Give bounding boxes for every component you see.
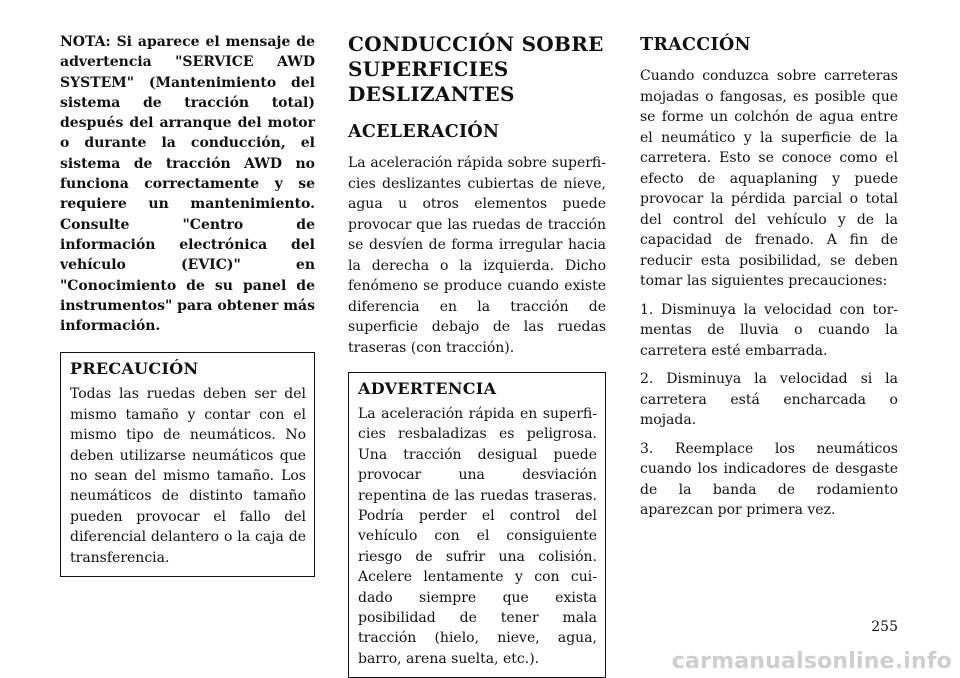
traction-heading: TRACCIÓN	[640, 35, 751, 55]
traction-step: 1. Disminuya la velocidad con tormentas de lluvia o cuando la carretera esté embarrada.	[640, 301, 898, 359]
traction-step: 3. Reemplace los neumáticos cuando los indicadores de desgaste de la banda de rodamiento aparezcan por primera vez.	[640, 440, 898, 518]
traction-step: 2. Disminuya la velocidad si la carretera está encharcada o mojada.	[640, 371, 898, 428]
traction-paragraph: Cuando conduzca sobre carreteras mojadas o fangosas, es posible que se forme un colchón de agua entre el neumático y la superficie de la carretera. Esto se conoce como el efecto de aquaplaning y puede provocar la pérdida parcial o total del control del vehículo y de la capacidad de frenado. A fin de reducir esta posibilidad, se deben tomar las siguientes precauciones:	[640, 68, 898, 289]
middle-column	[348, 32, 606, 678]
caution-box	[60, 352, 315, 577]
acceleration-paragraph: La aceleración rápida sobre superficies deslizantes cubiertas de nieve, agua u otros elementos puede provocar que las ruedas de tracción se desvíen de forma irregular hacia la derecha o la izquierda. Dicho fenómeno se produce cuando existe diferencia en la tracción de superficie debajo de las ruedas traseras (con tracción).	[348, 155, 606, 356]
warning-text: La aceleración rápida en superficies resbaladizas es peligrosa. Una tracción desigual puede provocar una desviación repentina de las ruedas traseras. Podría perder el control del vehículo con el consiguiente riesgo de sufrir una colisión. Acelere lentamente y con cuidado siempre que exista posibilidad de tener mala tracción (hielo, nieve, agua, barro, arena suelta, etc.).	[358, 406, 597, 667]
acceleration-heading: ACELERACIÓN	[348, 122, 500, 142]
page-number: 255	[871, 619, 898, 635]
caution-title: PRECAUCIÓN	[70, 359, 199, 379]
caution-text: Todas las ruedas deben ser del mismo tamaño y contar con el mismo tipo de neumáticos. No deben utilizarse neumáticos que no sean del mismo tamaño. Los neumáticos de distinto tamaño pueden provocar el fallo del diferencial delantero o la caja de transferencia.	[70, 386, 306, 566]
left-column	[60, 32, 315, 577]
section-title: CONDUCCIÓN SOBRE SUPERFICIES DESLIZANTES	[348, 32, 604, 106]
awd-service-note: NOTA: Si aparece el mensaje de advertencia "SERVICE AWD SYSTEM" (Mantenimiento del sistema de tracción total) después del arranque del motor o durante la conducción, el sistema de tracción AWD no funciona correctamente y se requiere un mantenimiento. Consulte "Centro de información electrónica del vehículo (EVIC)" en "Conocimiento de su panel de instrumentos" para obtener más información.	[60, 34, 315, 335]
warning-box	[348, 372, 606, 678]
warning-title: ADVERTENCIA	[358, 379, 497, 398]
watermark: carmanualsonline.info	[671, 649, 952, 674]
right-column	[640, 32, 898, 529]
